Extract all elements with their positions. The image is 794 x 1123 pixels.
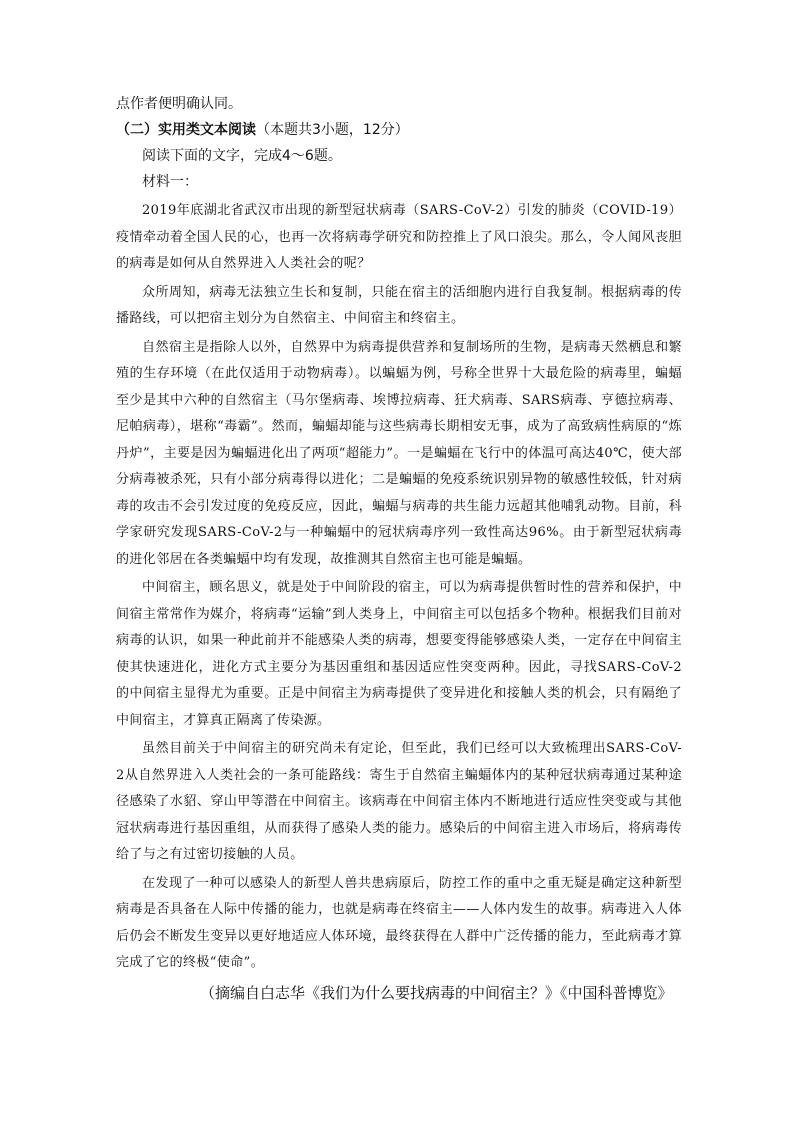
paragraph: 众所周知，病毒无法独立生长和复制，只能在宿主的活细胞内进行自我复制。根据病毒的传播路线，可以把宿主划分为自然宿主、中间宿主和终宿主。 (116, 284, 682, 326)
section-heading (116, 120, 682, 140)
section-title: （二）实用类文本阅读 (116, 122, 256, 138)
paragraph: 2019年底湖北省武汉市出现的新型冠状病毒（SARS-CoV-2）引发的肺炎（COVID-19）疫情牵动着全国人民的心，也再一次将病毒学研究和防控推上了风口浪尖。那么，令人闻风丧胆的病毒是如何从自然界进入人类社会的呢？ (116, 203, 682, 271)
reading-instruction: 阅读下面的文字，完成4～6题。 (142, 148, 342, 164)
paragraph: 虽然目前关于中间宿主的研究尚未有定论，但至此，我们已经可以大致梳理出SARS-CoV-2从自然界进入人类社会的一条可能路线：寄生于自然宿主蝙蝠体内的某种冠状病毒通过某种途径感染了水貂、穿山甲等潜在中间宿主。该病毒在中间宿主体内不断地进行适应性突变或与其他冠状病毒进行基因重组，从而获得了感染人类的能力。感染后的中间宿主进入市场后，将病毒传给了与之有过密切接触的人员。 (116, 741, 682, 862)
source-citation: （摘编自白志华《我们为什么要找病毒的中间宿主？》《中国科普博览》 (200, 983, 673, 1002)
material-label: 材料一： (142, 174, 198, 190)
paragraph: 中间宿主，顾名思义，就是处于中间阶段的宿主，可以为病毒提供暂时性的营养和保护，中间宿主常常作为媒介，将病毒“运输”到人类身上，中间宿主可以包括多个物种。根据我们目前对病毒的认识，如果一种此前并不能感染人类的病毒，想要变得能够感染人类，一定存在中间宿主使其快速进化，进化方式主要分为基因重组和基因适应性突变两种。因此，寻找SARS-CoV-2的中间宿主显得尤为重要。正是中间宿主为病毒提供了变异进化和接触人类的机会，只有隔绝了中间宿主，才算真正隔离了传染源。 (116, 580, 682, 728)
previous-section-tail: 点作者便明确认同。 (116, 96, 242, 112)
document-page (116, 94, 682, 1005)
paragraph: 自然宿主是指除人以外，自然界中为病毒提供营养和复制场所的生物，是病毒天然栖息和繁殖的生存环境（在此仅适用于动物病毒）。以蝙蝠为例，号称全世界十大最危险的病毒里，蝙蝠至少是其中六种的自然宿主（马尔堡病毒、埃博拉病毒、狂犬病毒、SARS病毒、亨德拉病毒、尼帕病毒），堪称“毒霸”。然而，蝙蝠却能与这些病毒长期相安无事，成为了高致病性病原的“炼丹炉”，主要是因为蝙蝠进化出了两项“超能力”。一是蝙蝠在飞行中的体温可高达40℃，使大部分病毒被杀死，只有小部分病毒得以进化；二是蝙蝠的免疫系统识别异物的敏感性较低，针对病毒的攻击不会引发过度的免疫反应，因此，蝙蝠与病毒的共生能力远超其他哺乳动物。目前，科学家研究发现SARS-CoV-2与一种蝙蝠中的冠状病毒序列一致性高达96%。由于新型冠状病毒的进化邻居在各类蝙蝠中均有发现，故推测其自然宿主也可能是蝙蝠。 (116, 339, 682, 567)
paragraph: 在发现了一种可以感染人的新型人兽共患病原后，防控工作的重中之重无疑是确定这种新型病毒是否具备在人际中传播的能力，也就是病毒在终宿主——人体内发生的故事。病毒进入人体后仍会不断发生变异以更好地适应人体环境，最终获得在人群中广泛传播的能力，至此病毒才算完成了它的终极“使命”。 (116, 875, 682, 970)
section-score-note: （本题共3小题，12分） (256, 122, 409, 138)
